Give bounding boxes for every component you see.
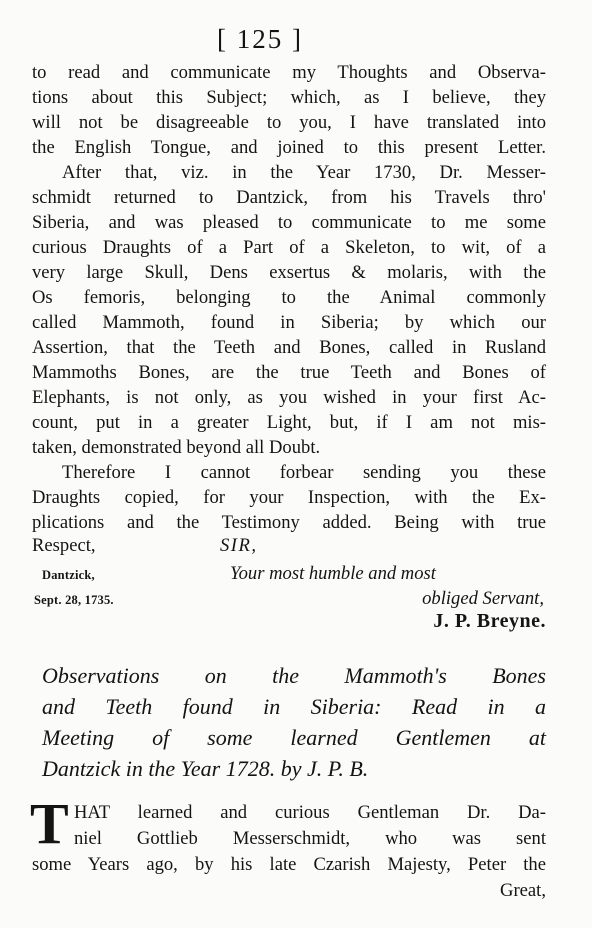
heading-line: Dantzick in the Year 1728. by J. P. B. (42, 756, 369, 781)
letter-line: Mammoths Bones, are the true Teeth and Bones of (32, 362, 546, 383)
letter-body (32, 60, 546, 535)
respect-text: Respect, (32, 535, 96, 556)
letter-line: Os femoris, belonging to the Animal commonly (32, 287, 546, 308)
letter-line: Siberia, and was pleased to communicate to me some (32, 212, 546, 233)
letter-line: Draughts copied, for your Inspection, with the Ex- (32, 487, 546, 508)
letter-line: plications and the Testimony added. Being with true (32, 512, 546, 533)
closing-row-2 (32, 563, 546, 589)
letter-line: called Mammoth, found in Siberia; by which our (32, 312, 546, 333)
letter-line: Therefore I cannot forbear sending you these (62, 462, 546, 483)
letter-line: Assertion, that the Teeth and Bones, called in Rusland (32, 337, 546, 358)
salutation: SIR, (220, 535, 258, 556)
section-heading (42, 660, 546, 784)
letter-line: count, put in a greater Light, but, if I am not mis- (32, 412, 546, 433)
heading-line: Observations on the Mammoth's Bones (42, 663, 546, 688)
paragraph-line: Great, (500, 880, 546, 901)
paragraph-line: HAT learned and curious Gentleman Dr. Da- (74, 802, 546, 823)
closing-row-1 (32, 535, 546, 561)
page-number: [ 125 ] (217, 24, 303, 54)
letter-line: the English Tongue, and joined to this present Letter. (32, 137, 546, 158)
letter-line: taken, demonstrated beyond all Doubt. (32, 437, 321, 458)
letter-line: curious Draughts of a Part of a Skeleton, to wit, of a (32, 237, 546, 258)
letter-line: very large Skull, Dens exsertus & molaris, with the (32, 262, 546, 283)
paragraph-line: niel Gottlieb Messerschmidt, who was sent (74, 828, 546, 849)
letter-line: After that, viz. in the Year 1730, Dr. Messer- (62, 162, 546, 183)
letter-line: will not be disagreeable to you, I have translated into (32, 112, 546, 133)
letter-line: to read and communicate my Thoughts and Observa- (32, 62, 546, 83)
heading-line: and Teeth found in Siberia: Read in a (42, 694, 546, 719)
letter-line: tions about this Subject; which, as I believe, they (32, 87, 546, 108)
drop-cap: T (30, 791, 69, 856)
observations-paragraph (30, 791, 546, 904)
heading-line: Meeting of some learned Gentlemen at (42, 725, 546, 750)
letter-place: Dantzick, (42, 568, 95, 582)
author-signature: J. P. Breyne. (433, 610, 546, 632)
letter-line: Elephants, is not only, as you wished in your first Ac- (32, 387, 546, 408)
letter-line: schmidt returned to Dantzick, from his Travels thro' (32, 187, 546, 208)
humble-line: Your most humble and most (230, 563, 436, 584)
servant-line: obliged Servant, (422, 588, 544, 609)
paragraph-line: some Years ago, by his late Czarish Majesty, Peter the (32, 854, 546, 875)
letter-date: Sept. 28, 1735. (34, 593, 114, 607)
